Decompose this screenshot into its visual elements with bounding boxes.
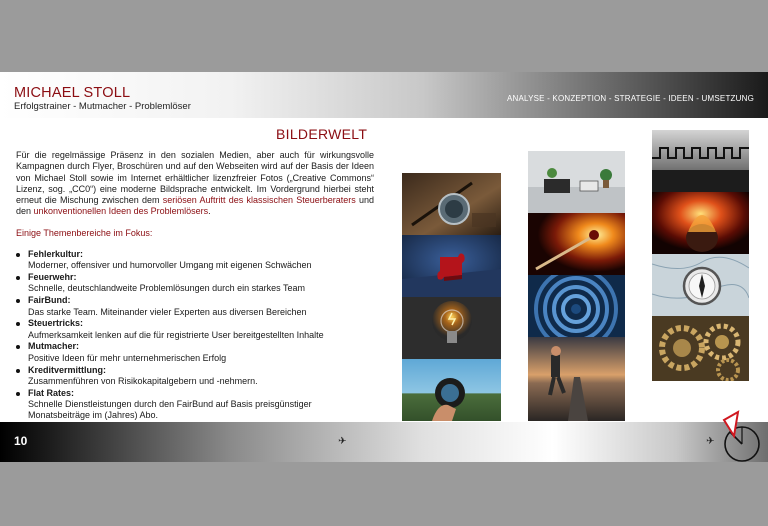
piano-keys-photo — [652, 130, 749, 192]
slide-page — [0, 72, 768, 462]
topic-list — [16, 249, 374, 421]
page-number: 10 — [14, 434, 28, 448]
footer-bar — [0, 422, 768, 462]
topic-desc: Das starke Team. Miteinander vieler Experten aus diversen Bereichen — [28, 306, 307, 317]
red-puzzle-piece-photo — [402, 235, 501, 297]
runner-on-road-photo — [528, 337, 625, 421]
flaming-match-photo — [528, 213, 625, 275]
head-on-fire-photo — [652, 192, 749, 254]
office-desk-photo — [528, 151, 625, 213]
arrow-icon: ✈ — [706, 436, 715, 447]
topic-name: Kreditvermittlung: — [28, 364, 107, 375]
topic-desc: Zusammenführen von Risikokapitalgebern und -nehmern. — [28, 375, 258, 386]
intro-accent-2: unkonventionellen Ideen des Problemlösers — [33, 206, 209, 217]
list-item — [16, 318, 374, 341]
intro-text-2: und den — [16, 195, 374, 217]
brand-subtitle: Erfolgstrainer - Mutmacher - Problemlöser — [14, 101, 191, 112]
topic-desc: Moderner, offensiver und humorvoller Umgang mit eigenen Schwächen — [28, 260, 312, 271]
topic-desc: Positive Ideen für mehr unternehmerischen Erfolg — [28, 352, 227, 363]
list-item — [16, 295, 374, 318]
top-gray-band — [0, 0, 768, 72]
header-services: ANALYSE - KONZEPTION - STRATEGIE - IDEEN - UMSETZUNG — [506, 94, 754, 103]
golden-gears-photo — [652, 316, 749, 381]
intro-text-3: . — [208, 206, 211, 217]
arrow-icon: ✈ — [338, 436, 347, 447]
compass-on-map-photo — [402, 173, 501, 235]
section-title: BILDERWELT — [276, 126, 368, 142]
list-item — [16, 249, 374, 272]
bottom-gray-band — [0, 462, 768, 526]
light-bulb-photo — [402, 297, 501, 359]
list-item — [16, 365, 374, 388]
focus-heading: Einige Themenbereiche im Fokus: — [16, 227, 153, 238]
hand-holding-lens-photo — [402, 359, 501, 421]
intro-text-1: Für die regelmässige Präsenz in den sozialen Medien, aber auch für wirkungsvolle Kampagnen durch Flyer, Broschüren und auf den Webseiten wird auf der Basis der Ideen von Michael Stoll sowie im Internet erhältlicher lizenzfreier Fotos („Creative Commons“ Lizenz, sog. „CC0“) eine moderne Bildsprache entwickelt. Im Vordergrund hierbei steht erneut die Mischung zwischen dem — [16, 150, 374, 206]
logo-mark-icon — [700, 406, 768, 462]
topic-name: Flat Rates: — [28, 387, 75, 398]
blue-maze-photo — [528, 275, 625, 337]
list-item — [16, 341, 374, 364]
topic-desc: Schnelle, deutschlandweite Problemlösungen durch ein starkes Team — [28, 283, 305, 294]
brand-name: MICHAEL STOLL — [14, 85, 131, 101]
topic-desc: Schnelle Dienstleistungen durch den FairBund auf Basis preisgünstiger Monatsbeiträge im (Jahres) Abo. — [28, 398, 312, 421]
intro-accent-1: seriösen Auftritt des klassischen Steuerberaters — [162, 195, 356, 206]
topic-name: Feuerwehr: — [28, 272, 77, 283]
text-column — [16, 150, 374, 422]
list-item — [16, 388, 374, 422]
topic-desc: Aufmerksamkeit lenken auf die für registrierte User bereitgestellten Inhalte — [28, 329, 324, 340]
topic-name: Fehlerkultur: — [28, 249, 84, 260]
compass-on-chart-photo — [652, 254, 749, 316]
topic-name: Mutmacher: — [28, 341, 80, 352]
list-item — [16, 272, 374, 295]
intro-paragraph — [16, 150, 374, 218]
header-bar — [0, 72, 768, 118]
topic-name: FairBund: — [28, 295, 71, 306]
topic-name: Steuertricks: — [28, 318, 84, 329]
